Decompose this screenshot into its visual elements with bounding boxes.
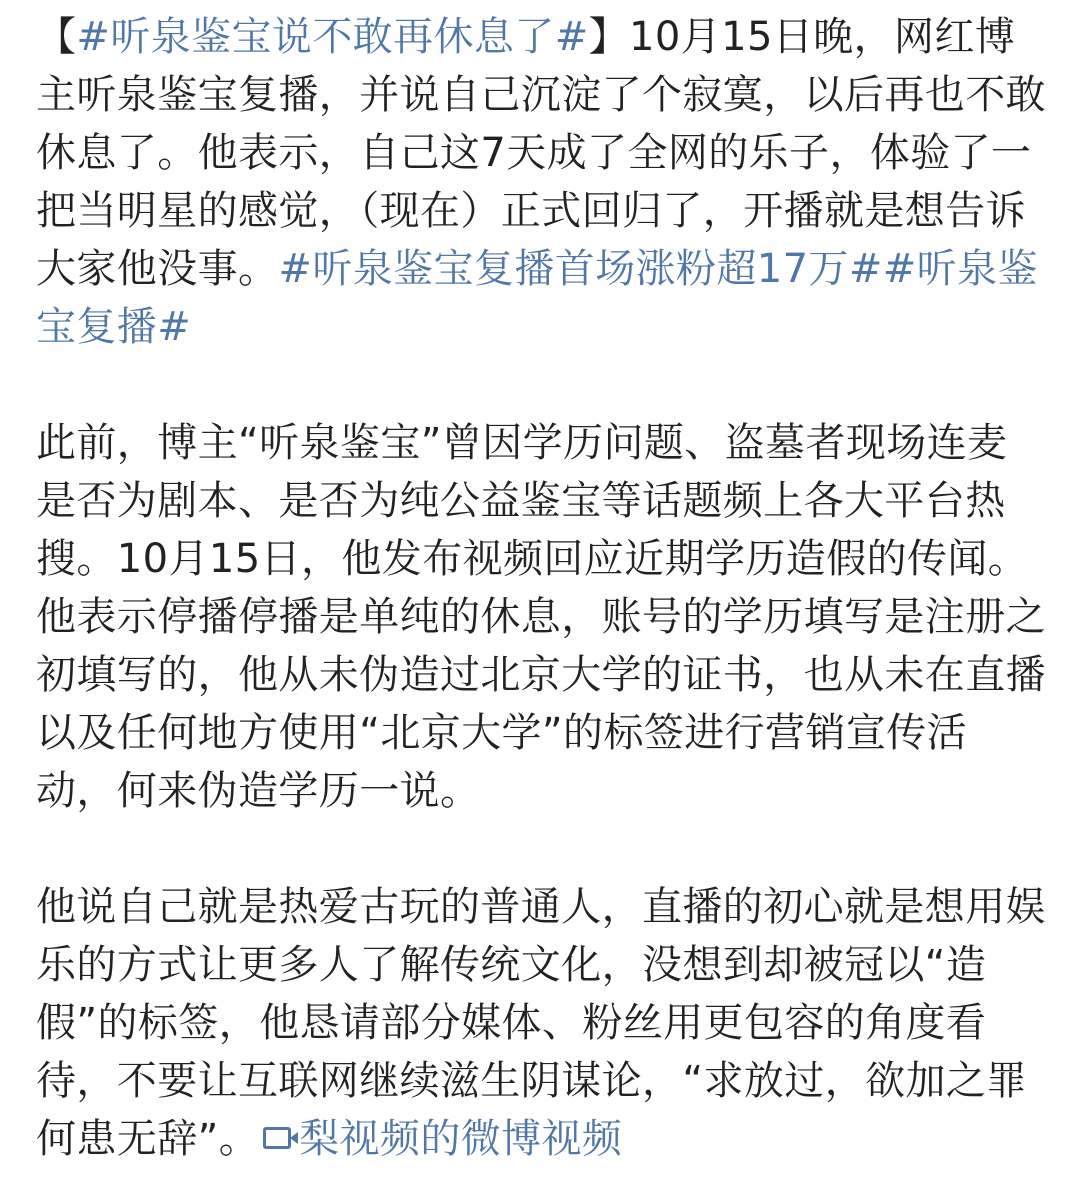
hashtag-link-followers[interactable]: #听泉鉴宝复播首场涨粉超17万# [278, 246, 883, 292]
topic-link-title[interactable]: #听泉鉴宝说不敢再休息了# [76, 14, 589, 60]
video-camera-icon [263, 1127, 291, 1149]
hashtag-link-resume[interactable]: #听泉鉴宝复播# [36, 246, 1038, 350]
paragraph-1-text: 10月15日晚，网红博主听泉鉴宝复播，并说自己沉淀了个寂寞，以后再也不敢休息了。他表示，自己这7天成了全网的乐子，体验了一把当明星的感觉，（现在）正式回归了，开播就是想告诉大家他没事。 [36, 14, 1046, 292]
topic-bracket-close: 】 [588, 14, 630, 60]
weibo-post-body [36, 8, 1046, 1168]
paragraph-3-text: 他说自己就是热爱古玩的普通人，直播的初心就是想用娱乐的方式让更多人了解传统文化，没想到却被冠以“造假”的标签，他恳请部分媒体、粉丝用更包容的角度看待，不要让互联网继续滋生阴谋论，“求放过，欲加之罪何患无辞”。 [36, 884, 1046, 1162]
video-link-label: 梨视频的微博视频 [299, 1116, 623, 1162]
weibo-video-link[interactable] [259, 1116, 622, 1162]
paragraph-2-text: 此前，博主“听泉鉴宝”曾因学历问题、盗墓者现场连麦是否为剧本、是否为纯公益鉴宝等话题频上各大平台热搜。10月15日，他发布视频回应近期学历造假的传闻。他表示停播停播是单纯的休息，账号的学历填写是注册之初填写的，他从未伪造过北京大学的证书，也从未在直播以及任何地方使用“北京大学”的标签进行营销宣传活动，何来伪造学历一说。 [36, 420, 1046, 814]
paragraph-1 [36, 8, 1046, 356]
topic-bracket-open: 【 [36, 14, 77, 60]
paragraph-3 [36, 878, 1046, 1168]
paragraph-2 [36, 414, 1046, 820]
